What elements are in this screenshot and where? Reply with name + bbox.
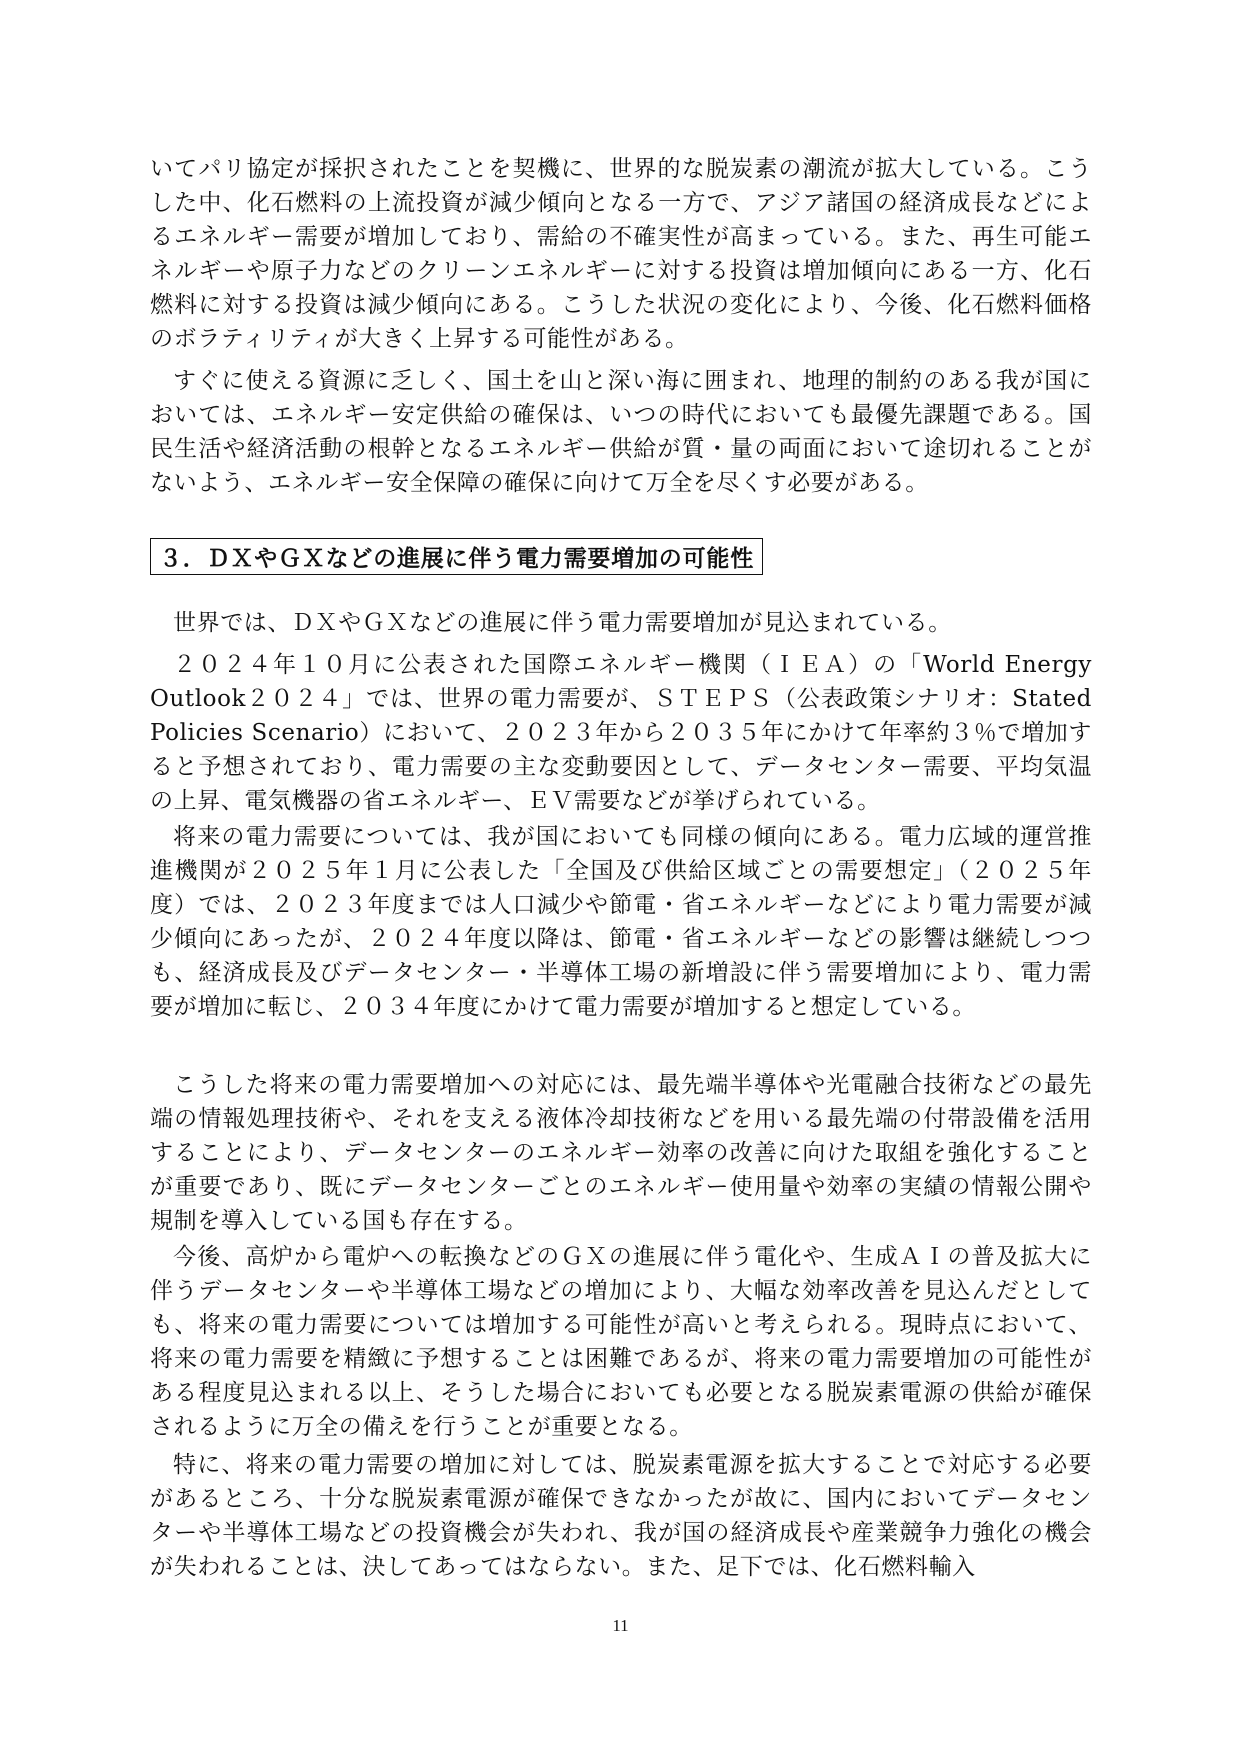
paragraph-energy-security: すぐに使える資源に乏しく、国土を山と深い海に囲まれ、地理的制約のある我が国においては、エネルギー安定供給の確保は、いつの時代においても最優先課題である。国民生活や経済活動の根幹となるエネルギー供給が質・量の両面において途切れることがないよう、エネルギー安全保障の確保に向けて万全を尽くす必要がある。 xyxy=(150,368,1092,496)
paragraph-future-demand: 今後、高炉から電炉への転換などのＧＸの進展に伴う電化や、生成ＡＩの普及拡大に伴うデータセンターや半導体工場などの増加により、大幅な効率改善を見込んだとしても、将来の電力需要については増加する可能性が高いと考えられる。現時点において、将来の電力需要を精緻に予想することは困難であるが、将来の電力需要増加の可能性がある程度見込まれる以上、そうした場合においても必要となる脱炭素電源の供給が確保されるように万全の備えを行うことが重要となる。 xyxy=(150,1244,1092,1440)
paragraph-global-demand: 世界では、ＤＸやＧＸなどの進展に伴う電力需要増加が見込まれている。 xyxy=(173,610,952,636)
paragraph-domestic-forecast: 将来の電力需要については、我が国においても同様の傾向にある。電力広域的運営推進機関が２０２５年１月に公表した「全国及び供給区域ごとの需要想定」（２０２５年度）では、２０２３年度までは人口減少や節電・省エネルギーなどにより電力需要が減少傾向にあったが、２０２４年度以降は、節電・省エネルギーなどの影響は継続しつつも、経済成長及びデータセンター・半導体工場の新増設に伴う需要増加により、電力需要が増加に転じ、２０３４年度にかけて電力需要が増加すると想定している。 xyxy=(150,824,1092,1020)
paragraph-paris-agreement: いてパリ協定が採択されたことを契機に、世界的な脱炭素の潮流が拡大している。こうした中、化石燃料の上流投資が減少傾向となる一方で、アジア諸国の経済成長などによるエネルギー需要が増加しており、需給の不確実性が高まっている。また、再生可能エネルギーや原子力などのクリーンエネルギーに対する投資は増加傾向にある一方、化石燃料に対する投資は減少傾向にある。こうした状況の変化により、今後、化石燃料価格のボラティリティが大きく上昇する可能性がある。 xyxy=(150,156,1092,352)
page-number: 11 xyxy=(612,1616,629,1635)
paragraph-decarbonized-supply: 特に、将来の電力需要の増加に対しては、脱炭素電源を拡大することで対応する必要があるところ、十分な脱炭素電源が確保できなかったが故に、国内においてデータセンターや半導体工場などの投資機会が失われ、我が国の経済成長や産業競争力強化の機会が失われることは、決してあってはならない。また、足下では、化石燃料輸入 xyxy=(150,1452,1092,1580)
paragraph-efficiency-measures: こうした将来の電力需要増加への対応には、最先端半導体や光電融合技術などの最先端の情報処理技術や、それを支える液体冷却技術などを用いる最先端の付帯設備を活用することにより、データセンターのエネルギー効率の改善に向けた取組を強化することが重要であり、既にデータセンターごとのエネルギー使用量や効率の実績の情報公開や規制を導入している国も存在する。 xyxy=(150,1072,1092,1234)
paragraph-iea-outlook: ２０２４年１０月に公表された国際エネルギー機関（ＩＥＡ）の「World Energy Outlook２０２４」では、世界の電力需要が、ＳＴＥＰＳ（公表政策シナリオ：Stated Policies Scenario）において、２０２３年から２０３５年にかけて年率約３％で増加すると予想されており、電力需要の主な変動要因として、データセンター需要、平均気温の上昇、電気機器の省エネルギー、ＥＶ需要などが挙げられている。 xyxy=(150,652,1092,814)
section-heading: ３．ＤＸやＧＸなどの進展に伴う電力需要増加の可能性 xyxy=(150,538,763,575)
